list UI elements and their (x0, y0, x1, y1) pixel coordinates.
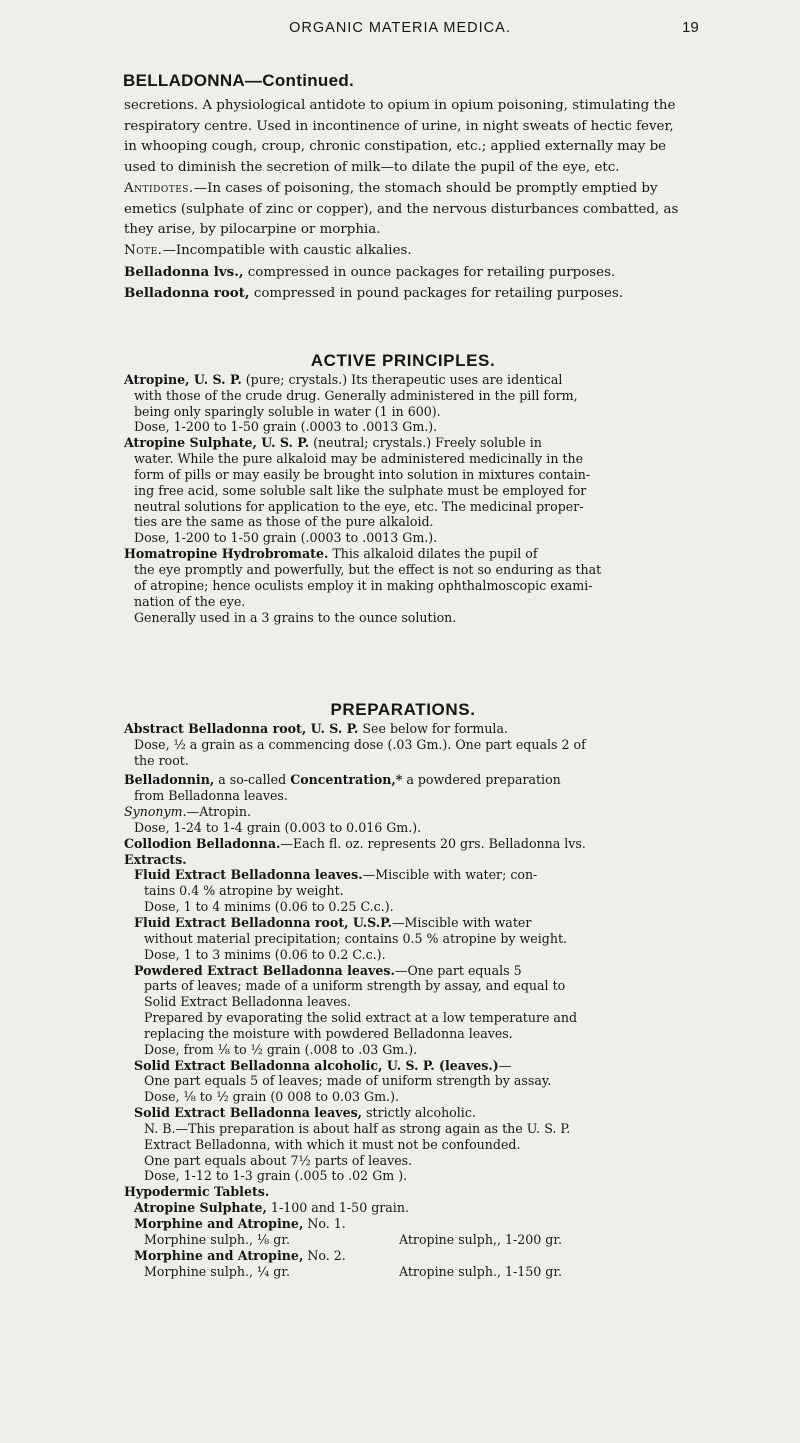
atropine-line: with those of the crude drug. Generally administered in the pill form, (134, 387, 578, 403)
homatropine-name: Homatropine Hydrobromate. (124, 546, 329, 562)
lvs-name: Belladonna lvs., (124, 263, 244, 280)
collodion-text: —Each fl. oz. represents 20 grs. Belladonna lvs. (280, 835, 586, 851)
page-number: 19 (682, 19, 699, 36)
powdered-line: Solid Extract Belladonna leaves. (144, 994, 352, 1010)
hypodermic-name: Hypodermic Tablets. (124, 1184, 270, 1200)
active-principles-heading: ACTIVE PRINCIPLES. (310, 351, 496, 370)
sulphate-dose: Dose, 1-200 to 1-50 grain (.0003 to .0013 Gm.). (134, 530, 438, 546)
sulphate-line: water. While the pure alkaloid may be administered medicinally in the (134, 451, 584, 467)
atropine-line: (pure; crystals.) Its therapeutic uses are identical (241, 371, 563, 387)
powdered-line: —One part equals 5 (394, 962, 522, 978)
powdered-entry (124, 963, 682, 979)
homatropine-line: the eye promptly and powerfully, but the effect is not so enduring as that (134, 561, 602, 577)
preparations-heading: PREPARATIONS. (330, 700, 476, 719)
morph2-entry (124, 1248, 682, 1264)
root-name: Belladonna root, (124, 285, 250, 302)
extracts-name: Extracts. (124, 851, 187, 867)
morph2-no: No. 2. (303, 1247, 346, 1263)
extracts-heading (124, 852, 682, 868)
homatropine-line: This alkaloid dilates the pupil of (328, 546, 538, 562)
atropine-sulphate-name: Atropine Sulphate, U. S. P. (124, 435, 310, 451)
synonym-label: Synonym. (124, 804, 187, 820)
belladonnin-line: a so-called (214, 772, 291, 788)
abstract-name: Abstract Belladonna root, U. S. P. (124, 720, 359, 736)
note-text: —Incompatible with caustic alkalies. (162, 242, 412, 258)
atropine-name: Atropine, U. S. P. (124, 371, 242, 387)
morph1-composition (124, 1232, 682, 1248)
fluid-lvs-line: tains 0.4 % atropine by weight. (144, 883, 344, 899)
powdered-line: replacing the moisture with powdered Belladonna leaves. (144, 1025, 513, 1041)
solid-lvs-entry (124, 1105, 682, 1121)
solid-alc-line: — (498, 1057, 512, 1073)
solid-lvs-line: One part equals about 7½ parts of leaves. (144, 1152, 413, 1168)
powdered-line: Prepared by evaporating the solid extract at a low temperature and (144, 1010, 578, 1026)
fluid-lvs-dose: Dose, 1 to 4 minims (0.06 to 0.25 C.c.). (144, 899, 394, 915)
sulphate-line: ing free acid, some soluble salt like the sulphate must be employed for (134, 482, 587, 498)
homatropine-entry (124, 546, 682, 562)
solid-lvs-line: strictly alcoholic. (362, 1105, 476, 1121)
fluid-root-line: —Miscible with water (391, 914, 532, 930)
abstract-entry (124, 721, 682, 737)
fluid-root-name: Fluid Extract Belladonna root, U.S.P. (134, 914, 392, 930)
homatropine-line: of atropine; hence oculists employ it in making ophthalmoscopic exami- (134, 577, 593, 593)
hyp-atropine-name: Atropine Sulphate, (134, 1200, 267, 1216)
fluid-lvs-entry (124, 867, 682, 883)
solid-alc-name: Solid Extract Belladonna alcoholic, U. S. P. (leaves.) (134, 1057, 499, 1073)
fluid-root-line: without material precipitation; contains 0.5 % atropine by weight. (144, 930, 568, 946)
sulphate-line: neutral solutions for application to the eye, etc. The medicinal proper- (134, 498, 584, 514)
solid-lvs-dose: Dose, 1-12 to 1-3 grain (.005 to .02 Gm ). (144, 1168, 408, 1184)
solid-alc-line: One part equals 5 of leaves; made of uniform strength by assay. (144, 1073, 552, 1089)
morph2-right: Atropine sulph., 1-150 gr. (399, 1263, 562, 1279)
intro-block (124, 96, 680, 305)
fluid-root-dose: Dose, 1 to 3 minims (0.06 to 0.2 C.c.). (144, 946, 386, 962)
belladonnin-line: a powdered preparation (402, 772, 561, 788)
lvs-text: compressed in ounce packages for retailing purposes. (243, 264, 616, 280)
note-paragraph (124, 241, 680, 262)
belladonnin-entry (124, 772, 682, 788)
running-head: ORGANIC MATERIA MEDICA. (289, 20, 511, 36)
fluid-root-entry (124, 915, 682, 931)
morph1-right: Atropine sulph,, 1-200 gr. (399, 1231, 562, 1247)
synonym-line (124, 804, 682, 820)
collodion-entry (124, 836, 682, 852)
sulphate-line: (neutral; crystals.) Freely soluble in (309, 435, 542, 451)
abstract-line: Dose, ½ a grain as a commencing dose (.03 Gm.). One part equals 2 of (134, 736, 586, 752)
solid-lvs-name: Solid Extract Belladonna leaves, (134, 1105, 363, 1121)
antidotes-text: —In cases of poisoning, the stomach should be promptly emptied by emetics (sulphate of zinc or copper), and the nervous disturbances combatted, as they arise, by pilocarpine or morphia. (124, 180, 679, 238)
morph1-no: No. 1. (303, 1216, 346, 1231)
hyp-atropine-entry (124, 1200, 682, 1216)
morph2-left: Morphine sulph., ¼ gr. (144, 1263, 290, 1279)
atropine-sulphate-entry (124, 435, 682, 451)
solid-lvs-line: Extract Belladonna, with which it must not be confounded. (144, 1136, 521, 1152)
fluid-lvs-line: —Miscible with water; con- (362, 867, 538, 883)
homatropine-line: nation of the eye. (134, 593, 246, 609)
antidotes-paragraph (124, 179, 680, 241)
lvs-entry (124, 262, 680, 284)
atropine-entry (124, 372, 682, 388)
morph1-name: Morphine and Atropine, (134, 1216, 304, 1231)
preparations-section (124, 702, 682, 1279)
fluid-lvs-name: Fluid Extract Belladonna leaves. (134, 867, 363, 883)
hyp-atropine-text: 1-100 and 1-50 grain. (266, 1200, 409, 1216)
hypodermic-heading (124, 1184, 682, 1200)
belladonnin-dose: Dose, 1-24 to 1-4 grain (0.003 to 0.016 Gm.). (134, 819, 422, 835)
collodion-name: Collodion Belladonna. (124, 835, 281, 851)
solid-alc-entry (124, 1058, 682, 1074)
active-principles-section (124, 353, 682, 625)
morph2-name: Morphine and Atropine, (134, 1247, 304, 1263)
powdered-name: Powdered Extract Belladonna leaves. (134, 962, 395, 978)
powdered-line: parts of leaves; made of a uniform strength by assay, and equal to (144, 978, 566, 994)
root-text: compressed in pound packages for retailing purposes. (249, 286, 623, 302)
antidotes-label: Antidotes. (124, 180, 194, 196)
belladonnin-line: from Belladonna leaves. (134, 788, 288, 804)
sulphate-line: ties are the same as those of the pure alkaloid. (134, 514, 434, 530)
morph2-composition (124, 1264, 682, 1280)
morph1-left: Morphine sulph., ⅛ gr. (144, 1231, 290, 1247)
section-title: BELLADONNA—Continued. (123, 71, 355, 90)
atropine-line: being only sparingly soluble in water (1 in 600). (134, 403, 441, 419)
intro-paragraph: secretions. A physiological antidote to opium in opium poisoning, stimulating the respiratory centre. Used in incontinence of urine, in night sweats of hectic fever, in whooping cough, croup, chronic constipation, etc.; applied externally may be used to diminish the secretion of milk—to dilate the pupil of the eye, etc. (124, 98, 676, 176)
root-entry (124, 283, 680, 305)
solid-alc-dose: Dose, ⅛ to ½ grain (0 008 to 0.03 Gm.). (144, 1089, 399, 1105)
synonym-text: —Atropin. (186, 804, 251, 820)
solid-lvs-line: N. B.—This preparation is about half as strong again as the U. S. P. (144, 1120, 571, 1136)
note-label: Note. (124, 242, 163, 258)
powdered-dose: Dose, from ⅛ to ½ grain (.008 to .03 Gm.). (144, 1041, 418, 1057)
atropine-dose: Dose, 1-200 to 1-50 grain (.0003 to .0013 Gm.). (134, 419, 438, 435)
concentration-name: Concentration,* (290, 772, 403, 788)
abstract-line: the root. (134, 752, 189, 768)
sulphate-line: form of pills or may easily be brought into solution in mixtures contain- (134, 466, 591, 482)
belladonnin-name: Belladonnin, (124, 772, 215, 788)
homatropine-line: Generally used in a 3 grains to the ounce solution. (134, 609, 457, 625)
abstract-line: See below for formula. (358, 720, 508, 736)
morph1-entry (124, 1216, 682, 1232)
